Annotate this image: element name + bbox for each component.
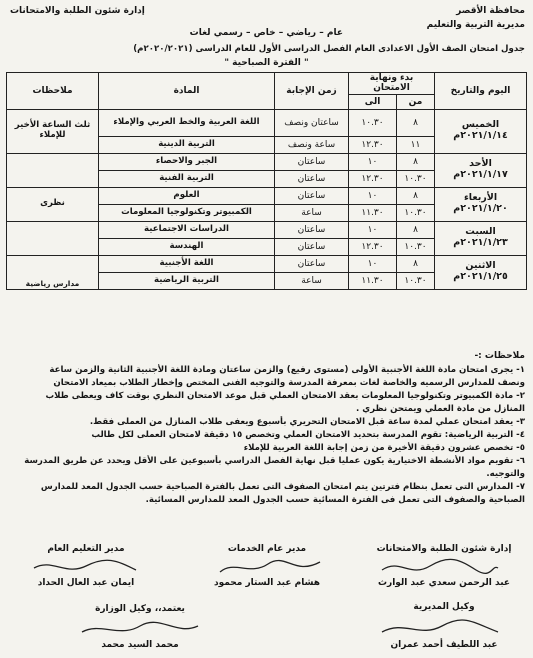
- duration-cell: ساعتان: [275, 221, 349, 238]
- day-date: ٢٠٢١/١/٢٠م: [453, 203, 508, 215]
- subject-cell: التربية الفنية: [99, 170, 275, 187]
- subject-cell: الدراسات الاجتماعية: [99, 221, 275, 238]
- day-name: السبت: [465, 226, 496, 238]
- header-notes: ملاحظات: [7, 73, 99, 110]
- duration-cell: ساعة: [275, 272, 349, 289]
- from-cell: ١٠.٣٠: [397, 204, 435, 221]
- day-cell: [435, 221, 527, 255]
- signature-scribble: [30, 556, 140, 578]
- notes-list: [7, 364, 525, 507]
- to-cell: ١٠: [349, 187, 397, 204]
- directorate-label: مديرية التربية والتعليم: [426, 20, 525, 30]
- note-line: ٣- يعقد امتحان عملي لمدة ساعة قبل الامتحان التحريري بأسبوع ويعفى طلاب المنازل من العملى فقط.: [89, 417, 525, 427]
- signature-scribble: [216, 556, 326, 578]
- to-cell: ١٠.٣٠: [349, 109, 397, 136]
- from-cell: ٨: [397, 187, 435, 204]
- signature-scribble: [80, 618, 200, 640]
- affairs-title: إدارة شئون الطلبة والامتحانات: [376, 544, 512, 554]
- note-line: ١- يجرى امتحان مادة اللغة الأجنبية الأولى (مستوى رفيع) والزمن ساعتان ومادة اللغة الأجنبية الثانية والزمن ساعة: [49, 365, 525, 375]
- note-cell: مدارس رياضية: [7, 255, 99, 289]
- to-cell: ١٠: [349, 153, 397, 170]
- day-date: ٢٠٢١/١/٢٥م: [453, 271, 508, 283]
- subject-cell: اللغة الأجنبية: [99, 255, 275, 272]
- header-day-date: اليوم والتاريخ: [435, 73, 527, 110]
- note-line: والتوجيه.: [486, 469, 525, 479]
- note-cell: ثلث الساعة الأخير للإملاء: [7, 109, 99, 153]
- from-cell: ١٠.٣٠: [397, 272, 435, 289]
- to-cell: ١٢.٣٠: [349, 136, 397, 153]
- affairs-label: إدارة شئون الطلبة والامتحانات: [10, 6, 145, 16]
- day-cell: [435, 153, 527, 187]
- day-name: الخميس: [461, 119, 500, 131]
- note-cell: [7, 221, 99, 255]
- duration-cell: ساعة ونصف: [275, 136, 349, 153]
- to-cell: ١١.٣٠: [349, 204, 397, 221]
- note-line: ٤- التربية الرياضية: تقوم المدرسة بتحديد الامتحان العملي وتخصص ١٥ دقيقة لامتحان العملى لكل طالب: [91, 430, 525, 440]
- header-start-end: بدء ونهاية الامتحان: [349, 73, 435, 95]
- table-row: [7, 255, 527, 272]
- undersecretary-title: وكيل المديرية: [413, 602, 475, 612]
- schedule-table: [6, 72, 527, 290]
- day-cell: [435, 255, 527, 289]
- table-row: [7, 153, 527, 170]
- header-duration: زمن الإجابة: [275, 73, 349, 110]
- governorate-label: محافظة الأقصر: [456, 6, 525, 16]
- table-row: [7, 187, 527, 204]
- day-cell: [435, 109, 527, 153]
- duration-cell: ساعتان ونصف: [275, 109, 349, 136]
- undersecretary-name: عبد اللطيف أحمد عمران: [390, 640, 498, 650]
- duration-cell: ساعتان: [275, 187, 349, 204]
- period-label: " الفترة الصباحية ": [224, 58, 309, 68]
- note-line: ٢- مادة الكمبيوتر وتكنولوجيا المعلومات بعقد الامتحان العملي قبل موعد الامتحان النظري بوقت كاف ويعطى طلاب: [45, 391, 525, 401]
- to-cell: ١٢.٣٠: [349, 170, 397, 187]
- note-line: ٧- المدارس التى تعمل بنظام فترتين يتم امتحان الصفوف التى تعمل بالفترة الصباحية حسب الجدول المعد للمدارس: [40, 482, 525, 492]
- schedule-title: جدول امتحان الصف الأول الاعدادى العام الفصل الدراسى الأول للعام الدراسى (٢٠٢٠/٢٠٢١م): [133, 44, 525, 54]
- subject-cell: التربية الدينية: [99, 136, 275, 153]
- subject-cell: الهندسة: [99, 238, 275, 255]
- note-cell: [7, 153, 99, 187]
- subject-cell: العلوم: [99, 187, 275, 204]
- minister-name: محمد السيد محمد: [101, 640, 179, 650]
- header-from: من: [397, 94, 435, 109]
- header-to: الى: [349, 94, 397, 109]
- note-line: ونصف للمدارس الرسميه والخاصة لغات بمعرفة المدرسة والتوجيه الفنى المختص وإخطار الطلاب بميعاد الامتحان: [53, 378, 525, 388]
- duration-cell: ساعة: [275, 204, 349, 221]
- header-subject: المادة: [99, 73, 275, 110]
- day-name: الأحد: [469, 158, 492, 170]
- subject-cell: التربية الرياضية: [99, 272, 275, 289]
- note-line: المنازل من مادة العملي ويمتحن نظري .: [356, 404, 525, 414]
- duration-cell: ساعتان: [275, 238, 349, 255]
- subject-cell: اللغة العربية والخط العربي والإملاء: [99, 109, 275, 136]
- from-cell: ٨: [397, 255, 435, 272]
- approved-title: يعتمد،، وكيل الوزارة: [95, 604, 185, 614]
- to-cell: ١٠: [349, 221, 397, 238]
- from-cell: ١١: [397, 136, 435, 153]
- to-cell: ١٠: [349, 255, 397, 272]
- from-cell: ١٠.٣٠: [397, 238, 435, 255]
- signature-scribble: [380, 556, 500, 578]
- to-cell: ١١.٣٠: [349, 272, 397, 289]
- education-title: مدير التعليم العام: [47, 544, 125, 554]
- note-line: ٥- تخصص عشرون دقيقة الأخيرة من زمن إجابة اللغة العربية للإملاء: [243, 443, 525, 453]
- from-cell: ٨: [397, 221, 435, 238]
- services-name: هشام عبد الستار محمود: [213, 578, 320, 588]
- notes-title: ملاحظات :-: [474, 351, 525, 361]
- school-types: عام – رياضي – خاص – رسمي لغات: [189, 28, 343, 38]
- to-cell: ١٢.٣٠: [349, 238, 397, 255]
- table-row: [7, 109, 527, 136]
- day-date: ٢٠٢١/١/١٤م: [453, 130, 508, 142]
- services-title: مدير عام الخدمات: [227, 544, 307, 554]
- note-cell: نظرى: [7, 187, 99, 221]
- from-cell: ٨: [397, 153, 435, 170]
- subject-cell: الكمبيوتر وتكنولوجيا المعلومات: [99, 204, 275, 221]
- day-date: ٢٠٢١/١/٢٣م: [453, 237, 508, 249]
- from-cell: ٨: [397, 109, 435, 136]
- day-name: الأربعاء: [463, 192, 498, 204]
- day-name: الاثنين: [465, 260, 496, 272]
- subject-cell: الجبر والاحصاء: [99, 153, 275, 170]
- note-line: ٦- تقويم مواد الأنشطة الاختيارية يكون عمليا قبل نهاية الفصل الدراسي بأسبوعين على الأقل ويحدد عن طريق المدرسة: [24, 456, 525, 466]
- signature-scribble: [380, 616, 500, 640]
- note-line: الصباحية والصفوف التى تعمل فى الفترة المسائية حسب الجدول المعد للمدارس المسائية.: [145, 495, 525, 505]
- affairs-name: عبد الرحمن سعدي عبد الوارث: [377, 578, 511, 588]
- day-cell: [435, 187, 527, 221]
- duration-cell: ساعتان: [275, 153, 349, 170]
- day-date: ٢٠٢١/١/١٧م: [453, 169, 508, 181]
- education-name: ايمان عبد العال الحداد: [37, 578, 135, 588]
- from-cell: ١٠.٣٠: [397, 170, 435, 187]
- table-row: [7, 221, 527, 238]
- duration-cell: ساعتان: [275, 255, 349, 272]
- duration-cell: ساعتان: [275, 170, 349, 187]
